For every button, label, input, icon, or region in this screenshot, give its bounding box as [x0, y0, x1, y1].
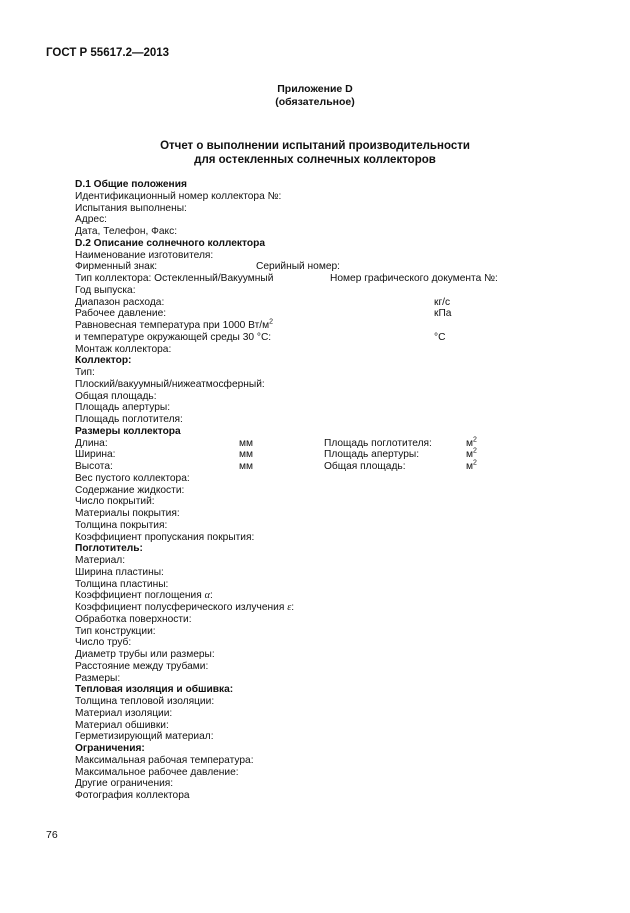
field-collector-type: Тип коллектора: Остекленный/Вакуумный	[75, 273, 274, 284]
standard-designation: ГОСТ Р 55617.2—2013	[46, 47, 170, 59]
field-brand: Фирменный знак:	[75, 261, 158, 273]
field-manufacturer: Наименование изготовителя:	[75, 249, 214, 261]
field-row-flow	[75, 297, 515, 309]
dim-label: Высота:	[75, 461, 113, 472]
superscript: 2	[269, 318, 274, 326]
field-mounting: Монтаж коллектора:	[75, 343, 172, 355]
field-tube-diameter: Диаметр трубы или размеры:	[75, 649, 215, 660]
area-unit: $м^2$	[466, 436, 477, 449]
field-operating-pressure: Рабочее давление:	[75, 308, 167, 320]
field-construction-type: Тип конструкции:	[75, 625, 156, 637]
field-plate-thickness: Толщина пластины:	[75, 578, 169, 590]
field-insulation-material: Материал изоляции:	[75, 707, 173, 719]
unit-flow: кг/с	[434, 296, 451, 308]
dim-row	[75, 461, 515, 473]
annex-label: Приложение D	[277, 83, 353, 95]
report-title-line2: для остекленных солнечных коллекторов	[194, 154, 436, 166]
page-number: 76	[46, 829, 58, 841]
field-stagnation-temp: Равновесная температура при 1000 Вт/м	[75, 320, 270, 331]
field-sealing-material: Герметизирующий материал:	[75, 731, 214, 743]
unit-pressure: кПа	[434, 308, 452, 320]
area-label: Площадь поглотителя:	[324, 437, 432, 449]
field-row-brand	[75, 261, 515, 273]
section-d2-heading: D.2 Описание солнечного коллектора	[75, 237, 265, 249]
alpha-symbol: α	[204, 590, 210, 602]
area-unit: $м^2$	[466, 447, 477, 461]
field-max-pressure: Максимальное рабочее давление:	[75, 766, 239, 778]
dim-row	[75, 449, 515, 461]
field-absorber-area: Площадь поглотителя:	[75, 414, 183, 425]
dim-label: Длина:	[75, 437, 108, 449]
field-photo: Фотография коллектора	[75, 790, 190, 801]
field-row-ambient	[75, 332, 515, 344]
field-drawing-number: Номер графического документа №:	[330, 273, 498, 284]
section-d1-heading: D.1 Общие положения	[75, 179, 187, 190]
epsilon-symbol: ε	[287, 602, 292, 613]
field-aperture-area: Площадь апертуры:	[75, 402, 171, 414]
field-empty-weight: Вес пустого коллектора:	[75, 472, 190, 484]
field-cover-count: Число покрытий:	[75, 496, 155, 508]
field-row-eq-temp	[75, 320, 515, 332]
report-title-line1: Отчет о выполнении испытаний производительности	[160, 140, 470, 152]
field-surface-treatment: Обработка поверхности:	[75, 613, 192, 625]
area-unit: $м^2$	[466, 459, 477, 472]
area-label: Площадь апертуры:	[324, 449, 420, 461]
field-other-limits: Другие ограничения:	[75, 778, 174, 790]
field-ambient-temp: и температуре окружающей среды 30 °С:	[75, 331, 272, 343]
area-label: Общая площадь:	[324, 461, 406, 472]
annex-status: (обязательное)	[275, 96, 355, 108]
field-collector-id: Идентификационный номер коллектора №:	[75, 190, 282, 202]
field-fluid-content: Содержание жидкости:	[75, 484, 185, 496]
field-max-temperature: Максимальная рабочая температура:	[75, 754, 254, 766]
field-tested-by: Испытания выполнены:	[75, 202, 187, 214]
field-absorptance: Коэффициент поглощения α:	[75, 590, 213, 602]
report-form	[75, 179, 515, 802]
field-gross-area: Общая площадь:	[75, 390, 157, 402]
field-plate-width: Ширина пластины:	[75, 566, 164, 578]
dim-unit: мм	[239, 461, 254, 472]
insulation-heading: Тепловая изоляция и обшивка:	[75, 684, 234, 696]
field-row-type	[75, 273, 515, 285]
field-cover-thickness: Толщина покрытия:	[75, 519, 168, 531]
collector-heading: Коллектор:	[75, 355, 132, 367]
dim-unit: мм	[239, 437, 254, 449]
field-row-pressure	[75, 308, 515, 320]
dimensions-heading: Размеры коллектора	[75, 425, 181, 437]
field-flat-vacuum: Плоский/вакуумный/нижеатмосферный:	[75, 378, 265, 390]
field-tube-spacing: Расстояние между трубами:	[75, 660, 209, 672]
field-year: Год выпуска:	[75, 284, 136, 296]
field-tube-count: Число труб:	[75, 637, 132, 649]
field-cover-materials: Материалы покрытия:	[75, 508, 180, 519]
field-date-phone-fax: Дата, Телефон, Факс:	[75, 226, 178, 237]
absorber-heading: Поглотитель:	[75, 543, 143, 555]
field-type: Тип:	[75, 367, 95, 378]
limits-heading: Ограничения:	[75, 743, 145, 754]
unit-temperature: °С	[434, 331, 446, 343]
field-serial: Серийный номер:	[256, 261, 340, 273]
dim-label: Ширина:	[75, 449, 116, 461]
dim-unit: мм	[239, 449, 254, 461]
dim-row	[75, 438, 515, 450]
field-cover-transmittance: Коэффициент пропускания покрытия:	[75, 531, 255, 543]
field-address: Адрес:	[75, 214, 107, 226]
field-flow-range: Диапазон расхода:	[75, 296, 165, 308]
field-sizes: Размеры:	[75, 672, 121, 684]
field-casing-material: Материал обшивки:	[75, 719, 169, 731]
field-emittance: Коэффициент полусферического излучения ε:	[75, 602, 295, 613]
field-insulation-thickness: Толщина тепловой изоляции:	[75, 696, 215, 707]
field-absorber-material: Материал:	[75, 555, 126, 566]
